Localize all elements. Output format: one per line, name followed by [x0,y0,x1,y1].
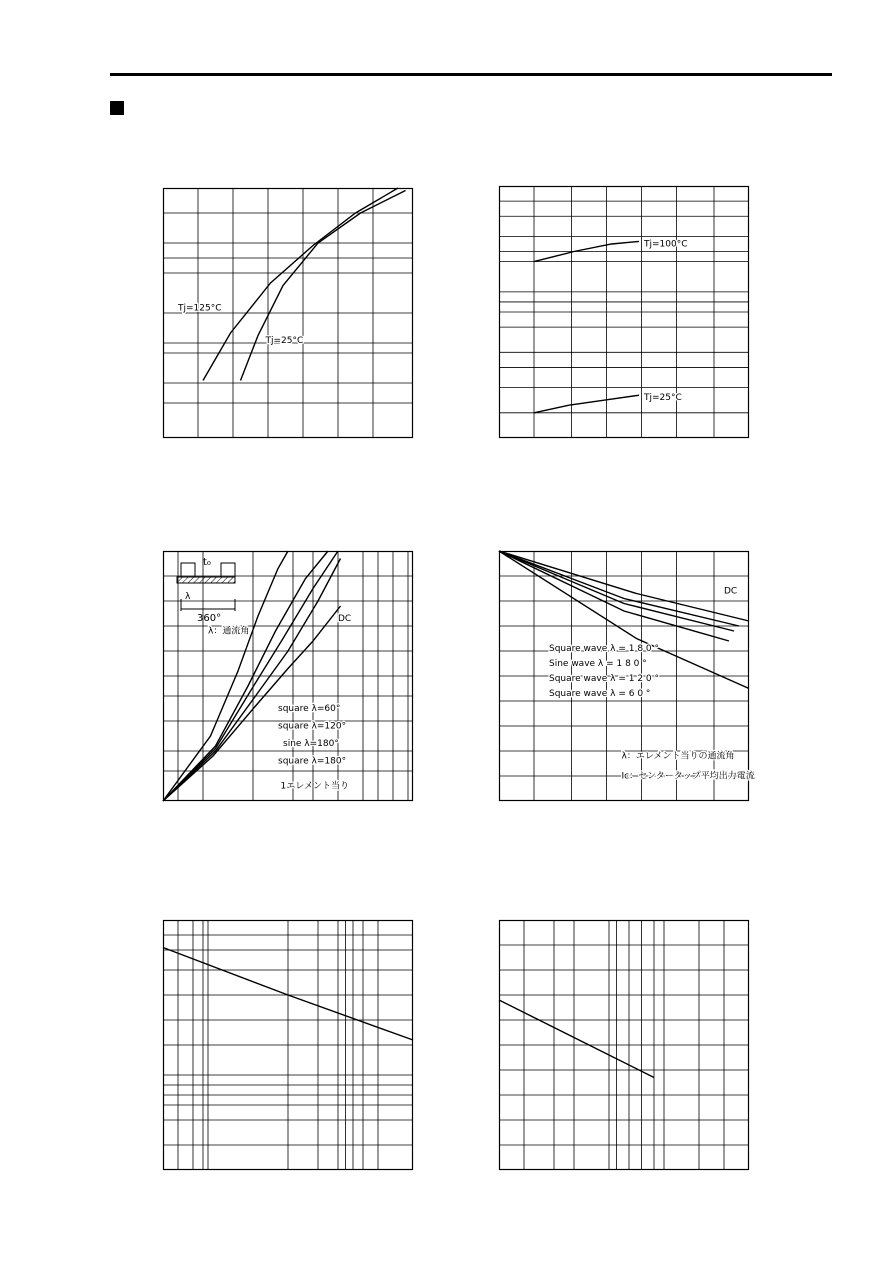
annotation-label: λ：通流角 [208,626,250,637]
pulse-shape [181,563,195,577]
annotation-label: Sine wave λ = 1 8 0 ° [549,659,647,669]
annotation-label: square λ=180° [278,756,347,767]
waveform-inset [177,557,235,624]
chart-power-dissipation [163,551,413,801]
inset-period-label: 360° [197,613,222,624]
hatch-bar [177,577,235,583]
chart-derating [499,551,755,801]
series-line-tj-125-c [203,188,398,381]
series-line-tj-25-c [241,191,406,381]
series-line-tj-25-c [534,395,639,413]
header-rule [110,73,832,76]
annotation-label: Tj=100°C [644,239,688,250]
annotation-label: DC [338,614,352,624]
inset-lambda-label: λ [185,592,191,602]
chart-decay-right [499,920,749,1170]
section-marker-icon [110,101,124,115]
series-line-curve [499,1000,654,1078]
annotation-label: Square wave λ = 1 8 0 ° [549,644,659,654]
chart-tj-curves [163,188,413,438]
annotation-label: square λ=60° [278,704,341,714]
annotation-label: Ic：センタータップ平均出力電流 [621,771,755,782]
annotation-label: square λ=120° [278,721,347,732]
annotation-label: λ：エレメント当りの通流角 [621,751,735,762]
annotation-label: 1エレメント当り [280,781,349,792]
annotation-label: Square wave λ = 1 2 0 ° [549,674,659,684]
annotation-label: Tj=125°C [178,303,222,314]
annotation-label: DC [724,586,738,597]
inset-t0-label: t₀ [203,557,211,568]
pulse-shape [221,563,235,577]
annotation-label: Tj=25°C [644,393,682,404]
annotation-label: Square wave λ = 6 0 ° [549,689,651,699]
chart-tj-flat [499,186,749,438]
annotation-label: Tj=25°C [265,336,304,346]
annotation-label: sine λ=180° [283,739,339,749]
chart-decay-left [163,920,413,1170]
